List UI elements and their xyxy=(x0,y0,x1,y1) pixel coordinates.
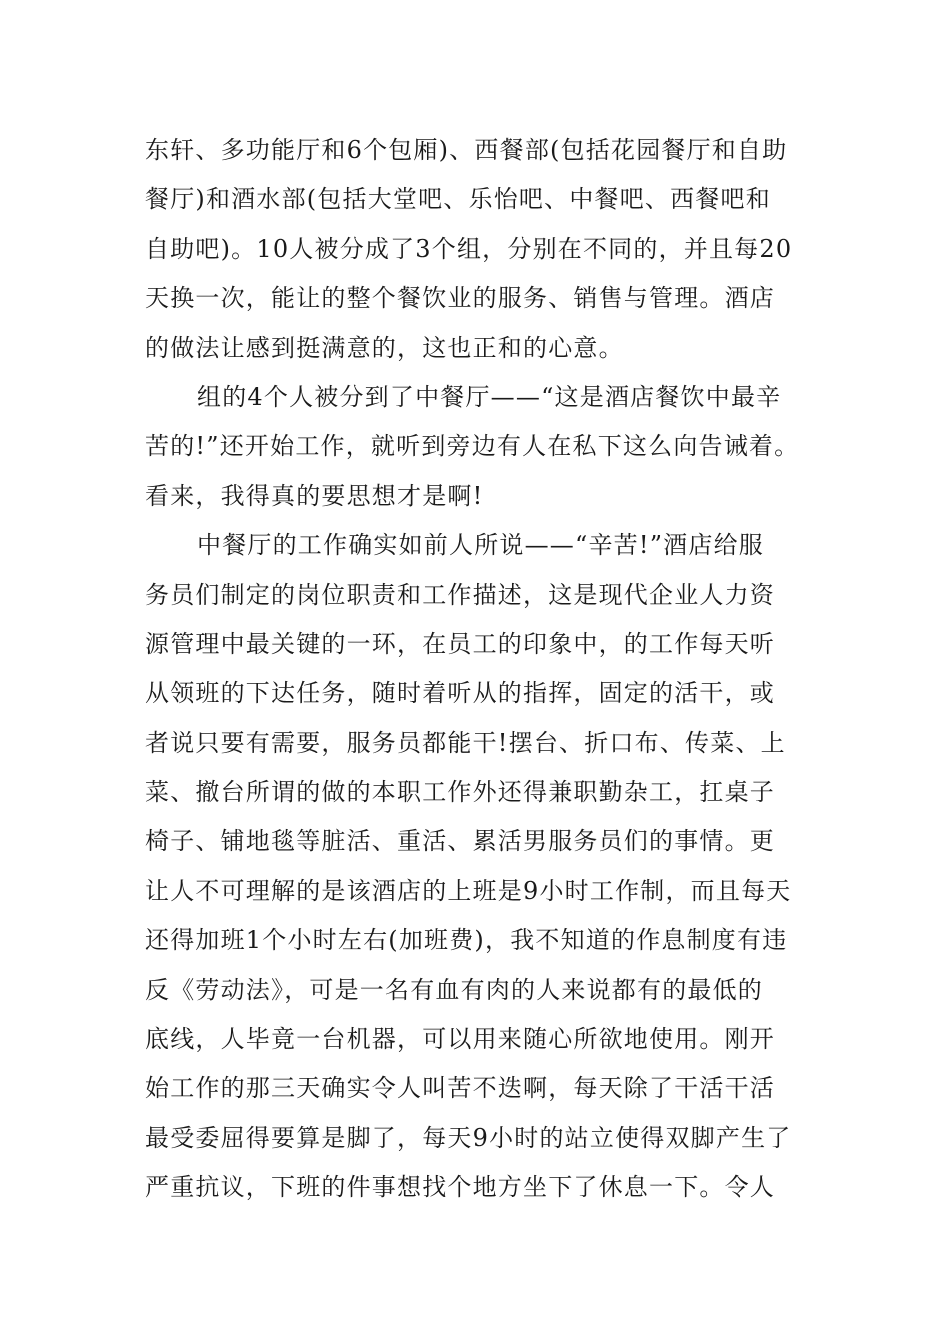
text-line: 还得加班1个小时左右(加班费)，我不知道的作息制度有违 xyxy=(145,926,788,955)
text-line: 天换一次，能让的整个餐饮业的服务、销售与管理。酒店 xyxy=(145,284,775,313)
text-line: 严重抗议，下班的件事想找个地方坐下了休息一下。令人 xyxy=(145,1173,775,1202)
text-line: 餐厅)和酒水部(包括大堂吧、乐怡吧、中餐吧、西餐吧和 xyxy=(145,185,771,214)
text-line: 让人不可理解的是该酒店的上班是9小时工作制，而且每天 xyxy=(145,876,792,905)
text-line: 反《劳动法》，可是一名有血有肉的人来说都有的最低的 xyxy=(145,975,763,1004)
body-text xyxy=(145,126,825,1213)
text-line: 东轩、多功能厅和6个包厢)、西餐部(包括花园餐厅和自助 xyxy=(145,136,788,164)
paragraph-start-line: 组的4个人被分到了中餐厅——“这是酒店餐饮中最辛 xyxy=(197,382,782,411)
text-line: 菜、撤台所谓的做的本职工作外还得兼职勤杂工，扛桌子 xyxy=(145,778,775,807)
text-line: 自助吧)。10人被分成了3个组，分别在不同的，并且每20 xyxy=(145,234,793,263)
text-line: 苦的!”还开始工作，就听到旁边有人在私下这么向告诫着。 xyxy=(145,432,800,461)
text-line: 看来，我得真的要思想才是啊! xyxy=(145,481,484,510)
text-line: 底线，人毕竟一台机器，可以用来随心所欲地使用。刚开 xyxy=(145,1025,775,1054)
text-line: 始工作的那三天确实令人叫苦不迭啊，每天除了干活干活 xyxy=(145,1074,775,1103)
text-line: 源管理中最关键的一环，在员工的印象中，的工作每天听 xyxy=(145,629,775,658)
text-line: 务员们制定的岗位职责和工作描述，这是现代企业人力资 xyxy=(145,580,775,609)
text-line: 者说只要有需要，服务员都能干!摆台、折口布、传菜、上 xyxy=(145,728,786,757)
paragraph-start-line: 中餐厅的工作确实如前人所说——“辛苦!”酒店给服 xyxy=(197,531,764,560)
text-line: 的做法让感到挺满意的，这也正和的心意。 xyxy=(145,333,624,362)
text-line: 椅子、铺地毯等脏活、重活、累活男服务员们的事情。更 xyxy=(145,827,775,856)
text-line: 从领班的下达任务，随时着听从的指挥，固定的活干，或 xyxy=(145,679,775,708)
text-line: 最受委屈得要算是脚了，每天9小时的站立使得双脚产生了 xyxy=(145,1123,792,1152)
